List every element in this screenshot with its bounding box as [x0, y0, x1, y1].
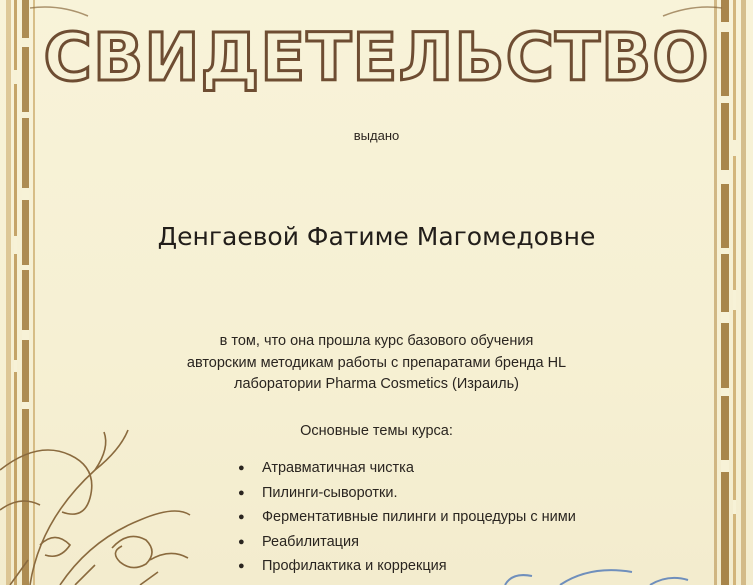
bullet-icon: ● — [238, 511, 245, 523]
list-item — [238, 505, 576, 530]
body-line: лаборатории Pharma Cosmetics (Израиль) — [233, 376, 519, 392]
list-item — [238, 530, 576, 555]
topic-text: Атравматичная чистка — [262, 460, 414, 476]
topic-text: Профилактика и коррекция — [262, 558, 447, 574]
certificate-title: СВИДЕТЕЛЬСТВО — [43, 19, 710, 96]
issued-label: выдано — [353, 128, 400, 143]
bullet-icon: ● — [238, 462, 245, 474]
topics-heading: Основные темы курса: — [300, 423, 453, 439]
body-line: в том, что она прошла курс базового обучения — [219, 333, 534, 349]
bullet-icon: ● — [238, 486, 245, 499]
topic-text: Пилинги-сыворотки. — [262, 484, 398, 501]
list-item — [238, 456, 576, 481]
body-line: авторским методикам работы с препаратами бренда HL — [186, 354, 567, 371]
topic-text: Реабилитация — [262, 533, 359, 550]
certificate-body — [0, 331, 753, 396]
top-corner-accents — [30, 7, 722, 16]
list-item — [238, 481, 576, 506]
bullet-icon: ● — [238, 535, 245, 548]
topic-text: Ферментативные пилинги и процедуры с ними — [262, 509, 576, 525]
bullet-icon: ● — [238, 560, 245, 572]
list-item — [238, 554, 576, 579]
topics-list — [238, 456, 576, 579]
recipient-name: Денгаевой Фатиме Магомедовне — [157, 222, 596, 251]
